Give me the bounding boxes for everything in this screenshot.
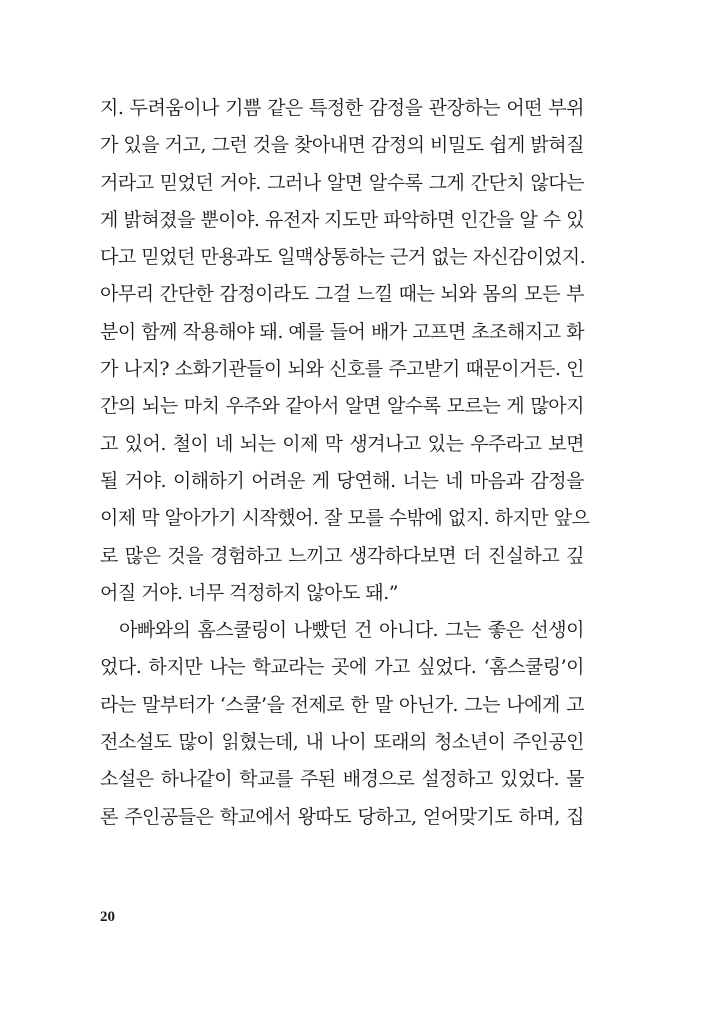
- text-line: 간의 뇌는 마치 우주와 같아서 알면 알수록 모르는 게 많아지: [100, 395, 584, 418]
- text-line: 전소설도 많이 읽혔는데, 내 나이 또래의 청소년이 주인공인: [100, 731, 584, 754]
- paragraph-first-line: 아빠와의 홈스쿨링이 나빴던 건 아니다. 그는 좋은 선생이: [119, 619, 584, 642]
- text-line: 게 밝혀졌을 뿐이야. 유전자 지도만 파악하면 인간을 알 수 있: [100, 208, 584, 231]
- text-line: 었다. 하지만 나는 학교라는 곳에 가고 싶었다. ‘홈스쿨링’이: [100, 656, 584, 679]
- text-line: 로 많은 것을 경험하고 느끼고 생각하다보면 더 진실하고 깊: [100, 544, 584, 567]
- text-line: 이제 막 알아가기 시작했어. 잘 모를 수밖에 없지. 하지만 앞으: [100, 507, 590, 530]
- text-line: 지. 두려움이나 기쁨 같은 특정한 감정을 관장하는 어떤 부위: [100, 97, 584, 119]
- body-text: [100, 90, 590, 836]
- text-line: 고 있어. 철이 네 뇌는 이제 막 생겨나고 있는 우주라고 보면: [100, 432, 584, 455]
- text-line: 소설은 하나같이 학교를 주된 배경으로 설정하고 있었다. 물: [100, 768, 584, 791]
- text-line: 될 거야. 이해하기 어려운 게 당연해. 너는 네 마음과 감정을: [100, 469, 584, 492]
- text-line: 라는 말부터가 ‘스쿨’을 전제로 한 말 아닌가. 그는 나에게 고: [100, 693, 584, 716]
- text-line: 어질 거야. 너무 걱정하지 않아도 돼.”: [100, 581, 398, 604]
- text-line: 론 주인공들은 학교에서 왕따도 당하고, 얻어맞기도 하며, 집: [100, 805, 584, 828]
- text-line: 아무리 간단한 감정이라도 그걸 느낄 때는 뇌와 몸의 모든 부: [100, 283, 584, 306]
- text-line: 다고 믿었던 만용과도 일맥상통하는 근거 없는 자신감이었지.: [100, 246, 586, 269]
- page-number: 20: [100, 909, 115, 925]
- text-line: 가 있을 거고, 그런 것을 찾아내면 감정의 비밀도 쉽게 밝혀질: [100, 134, 584, 157]
- text-line: 가 나지? 소화기관들이 뇌와 신호를 주고받기 때문이거든. 인: [100, 358, 584, 381]
- text-line: 분이 함께 작용해야 돼. 예를 들어 배가 고프면 초조해지고 화: [100, 320, 584, 343]
- text-line: 거라고 믿었던 거야. 그러나 알면 알수록 그게 간단치 않다는: [100, 171, 584, 194]
